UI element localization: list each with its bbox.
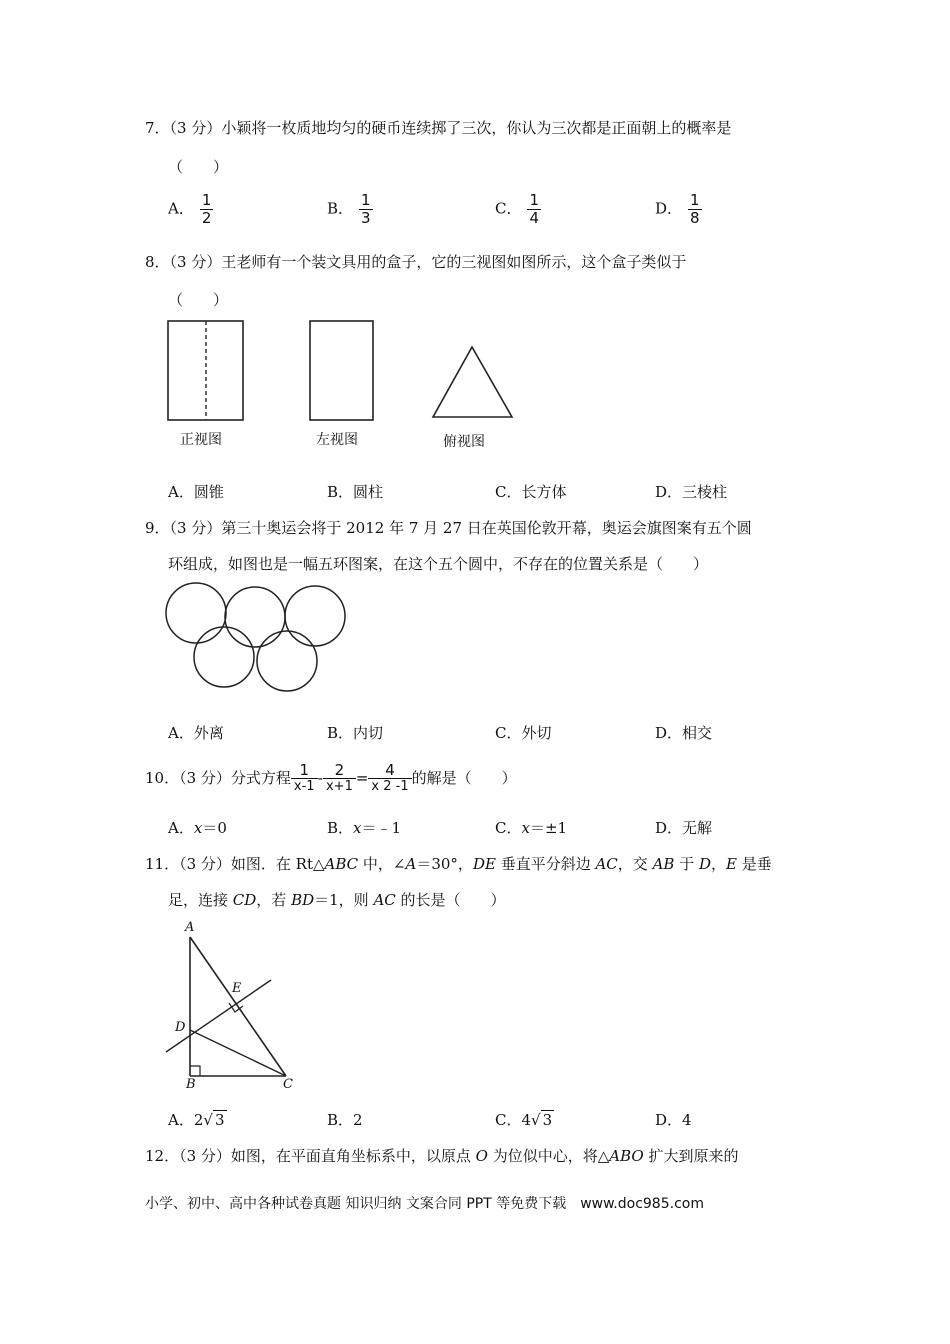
q9-option-a: A．外离	[168, 724, 224, 742]
q8-option-c: C．长方体	[495, 483, 567, 501]
point-label-a: A	[185, 920, 195, 935]
q10-fraction-2: $\frac{2}{x+1}$	[323, 762, 356, 795]
point-label-c: C	[283, 1077, 293, 1092]
q10-fraction-1: $\frac{1}{x-1}$	[291, 762, 318, 795]
caption-top-view: 俯视图	[443, 434, 485, 450]
q9-stem-line1: 9．（3 分）第三十奥运会将于 2012 年 7 月 27 日在英国伦敦开幕，奥运会旗图案有五个圆	[145, 519, 752, 537]
q11-option-a: A．2√ 3	[168, 1111, 225, 1129]
line-de	[166, 980, 271, 1052]
caption-front-view: 正视图	[180, 432, 222, 448]
q7-option-c: C． $\frac{1}{4}$	[495, 191, 540, 227]
q10-option-d: D．无解	[655, 819, 713, 837]
q8-option-a: A．圆锥	[168, 483, 224, 501]
right-angle-mark-b	[190, 1066, 200, 1076]
q7-stem-line2: （ ）	[168, 158, 229, 176]
page-footer: 小学、初中、高中各种试卷真题 知识归纳 文案合同 PPT 等免费下载 www.doc985.com	[145, 1196, 704, 1212]
q12-stem-line1: 12．（3 分）如图，在平面直角坐标系中，以原点 O 为位似中心，将△ABO 扩大到原来的	[145, 1147, 739, 1165]
q7-option-b: B． $\frac{1}{3}$	[327, 191, 371, 227]
q8-stem-line1: 8．（3 分）王老师有一个装文具用的盒子，它的三视图如图所示，这个盒子类似于	[145, 253, 687, 271]
segment-ac	[190, 937, 286, 1076]
q10-option-a: A．x＝0	[168, 819, 227, 837]
q11-option-d: D．4	[655, 1111, 692, 1129]
q8-option-b: B．圆柱	[327, 483, 384, 501]
q11-option-c: C．4√ 3	[495, 1111, 553, 1129]
q9-stem-line2: 环组成，如图也是一幅五环图案，在这个五个圆中，不存在的位置关系是（ ）	[168, 555, 709, 573]
point-label-e: E	[232, 981, 242, 996]
segment-cd	[190, 1030, 286, 1076]
point-label-b: B	[186, 1077, 196, 1092]
q8-stem-line2: （ ）	[168, 291, 229, 309]
q7-stem-line1: 7．（3 分）小颖将一枚质地均匀的硬币连续掷了三次，你认为三次都是正面朝上的概率是	[145, 119, 732, 137]
q11-stem-line2: 足，连接 CD，若 BD＝1，则 AC 的长是（ ）	[168, 891, 506, 909]
q9-option-b: B．内切	[327, 724, 384, 742]
q8-option-d: D．三棱柱	[655, 483, 728, 501]
q10-option-b: B．x＝﹣1	[327, 819, 402, 837]
q7-option-a: A． $\frac{1}{2}$	[168, 191, 212, 227]
point-label-d: D	[175, 1020, 186, 1035]
q10-option-c: C．x＝±1	[495, 819, 568, 837]
q10-fraction-3: $\frac{4}{x 2 -1}$	[368, 762, 411, 795]
q11-option-b: B．2	[327, 1111, 363, 1129]
q9-option-d: D．相交	[655, 724, 713, 742]
q10-stem: 10．（3 分）分式方程 $\frac{1}{x-1}$ - $\frac{2}{x+1}$ = $\frac{4}{x 2 -1}$ 的解是（ ）	[145, 760, 517, 794]
q7-option-d: D． $\frac{1}{8}$	[655, 191, 700, 227]
q9-option-c: C．外切	[495, 724, 552, 742]
caption-side-view: 左视图	[316, 432, 358, 448]
q11-stem-line1: 11．（3 分）如图．在 Rt△ABC 中，∠A＝30°，DE 垂直平分斜边 AC，交 AB 于 D，E 是垂	[145, 855, 772, 873]
